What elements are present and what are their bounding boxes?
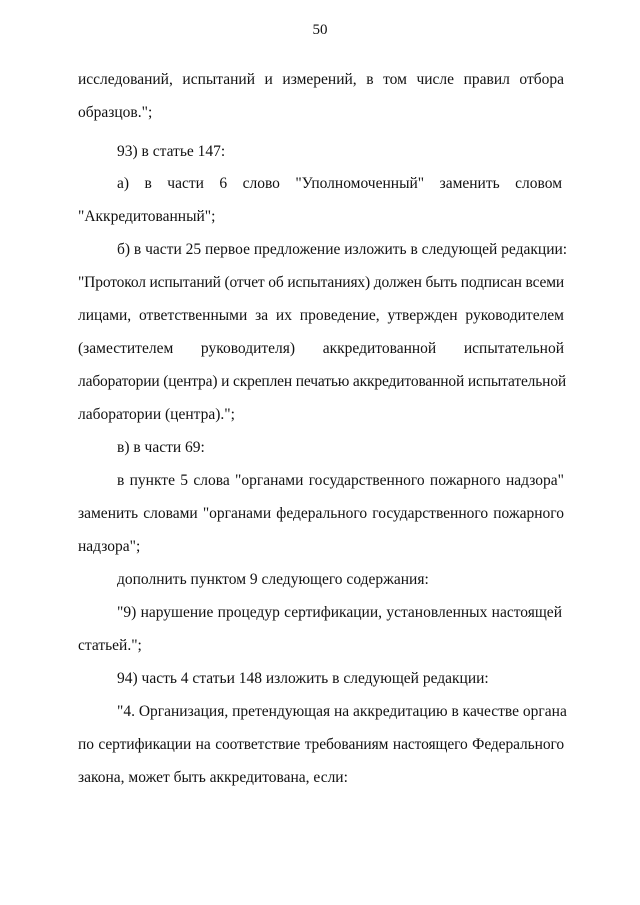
text-line: дополнить пунктом 9 следующего содержания: [117, 571, 429, 588]
text-line: в пункте 5 слова "органами государственного пожарного надзора" [117, 472, 564, 489]
text-line: закона, может быть аккредитована, если: [78, 769, 348, 786]
text-line: образцов."; [78, 104, 153, 121]
text-line: в) в части 69: [117, 439, 205, 456]
text-line: б) в части 25 первое предложение изложить в следующей редакции: [117, 241, 568, 258]
text-line: "4. Организация, претендующая на аккредитацию в качестве органа [117, 703, 567, 720]
page-number: 50 [312, 22, 328, 38]
text-line: 93) в статье 147: [117, 143, 226, 160]
text-line: "9) нарушение процедур сертификации, установленных настоящей [117, 604, 562, 621]
text-line: а) в части 6 слово "Уполномоченный" заменить словом [117, 175, 562, 192]
text-line: (заместителем руководителя) аккредитованной испытательной [78, 340, 564, 357]
text-line: по сертификации на соответствие требованиям настоящего Федерального [78, 736, 564, 753]
text-line: заменить словами "органами федерального государственного пожарного [78, 505, 564, 522]
text-line: "Протокол испытаний (отчет об испытаниях) должен быть подписан всеми [78, 274, 565, 291]
text-line: лицами, ответственными за их проведение, утвержден руководителем [78, 307, 564, 324]
text-line: статьей."; [78, 637, 142, 654]
text-line: 94) часть 4 статьи 148 изложить в следующей редакции: [117, 670, 489, 687]
text-line: лаборатории (центра) и скреплен печатью аккредитованной испытательной [78, 373, 567, 390]
text-line: надзора"; [78, 538, 141, 555]
text-line: исследований, испытаний и измерений, в том числе правил отбора [78, 71, 564, 88]
text-line: "Аккредитованный"; [78, 208, 216, 225]
text-line: лаборатории (центра)."; [78, 406, 235, 423]
